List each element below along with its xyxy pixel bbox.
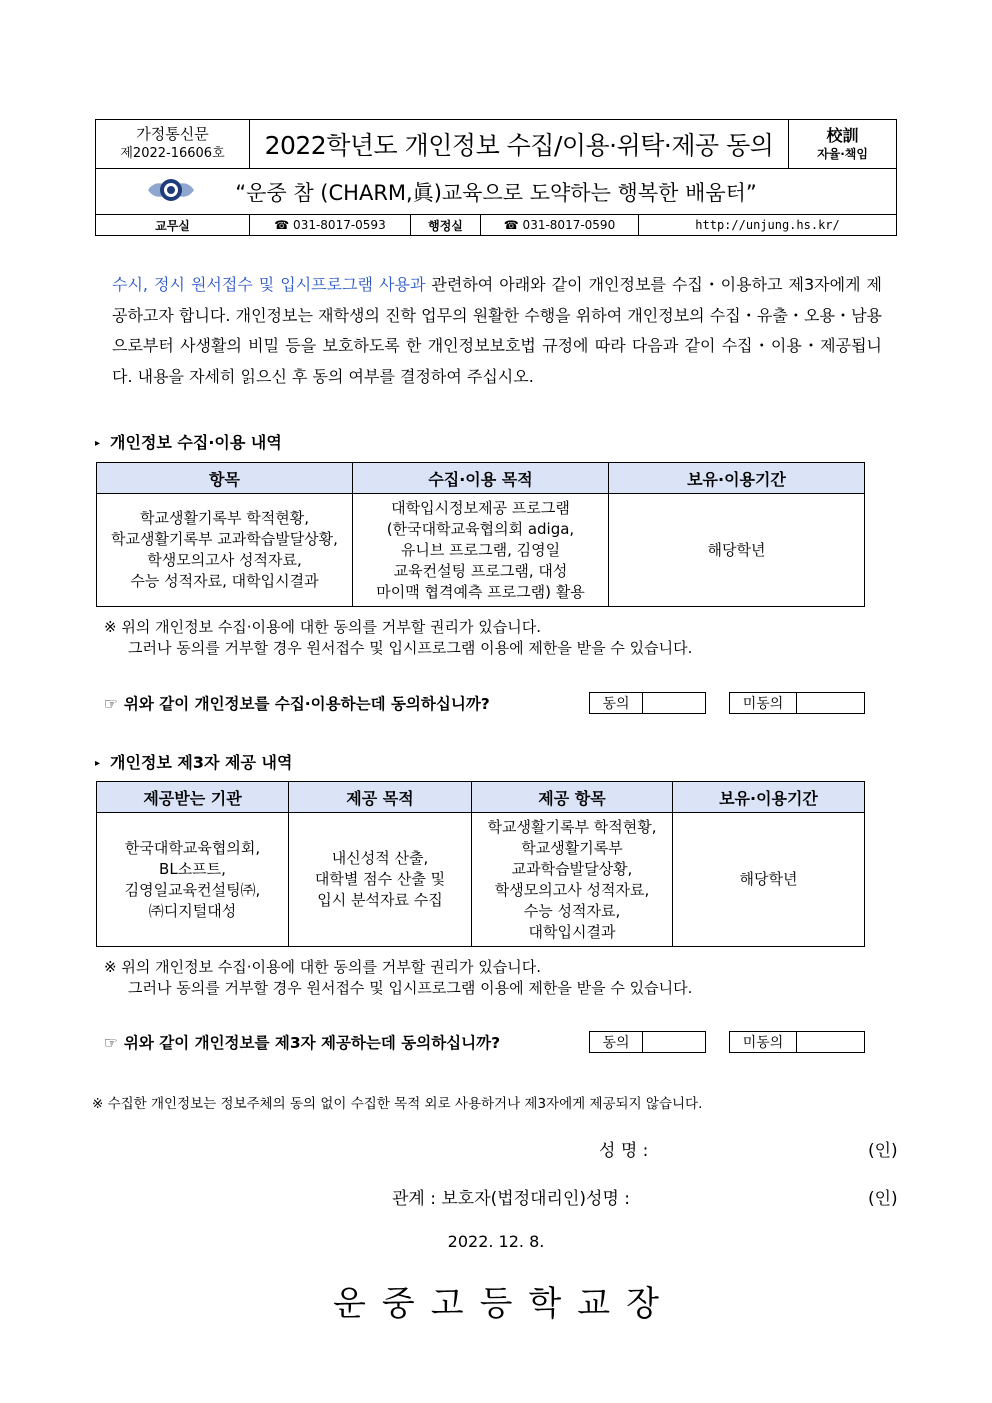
note-line: ※ 위의 개인정보 수집·이용에 대한 동의를 거부할 권리가 있습니다.	[104, 618, 541, 636]
table-cell: 해당학년	[673, 813, 865, 947]
issue-number: 제2022-16606호	[120, 146, 225, 161]
slogan-text: “운중 참 (CHARM,眞)교육으로 도약하는 행복한 배움터”	[235, 180, 757, 205]
collection-table	[96, 462, 865, 607]
office2-label: 행정실	[411, 215, 481, 236]
section1-question-text: 위와 같이 개인정보를 수집·이용하는데 동의하십니까?	[123, 695, 490, 713]
table-cell: 학교생활기록부 학적현황, 학교생활기록부 교과학습발달상황, 학생모의고사 성적자료, 수능 성적자료, 대학입시결과	[97, 494, 353, 607]
table-header: 보유·이용기간	[609, 463, 865, 494]
school-logo-icon	[146, 175, 196, 205]
office1-label: 교무실	[96, 215, 250, 236]
school-motto-cell	[789, 120, 897, 169]
newsletter-label-cell	[96, 120, 250, 169]
disagree-label: 미동의	[730, 1032, 797, 1052]
seal-mark: (인)	[868, 1141, 898, 1161]
table-header: 수집·이용 목적	[353, 463, 609, 494]
pointing-hand-icon: ☞	[104, 695, 118, 713]
newsletter-label: 가정통신문	[136, 125, 209, 143]
intro-highlight: 수시, 정시 원서접수 및 입시프로그램 사용과	[112, 275, 426, 294]
school-motto-value: 자율·책임	[817, 147, 868, 161]
newsletter-header	[95, 119, 897, 236]
seal-mark: (인)	[868, 1189, 898, 1209]
office1-phone: ☎ 031-8017-0593	[250, 215, 411, 236]
table-cell: 해당학년	[609, 494, 865, 607]
note-line: 그러나 동의를 거부할 경우 원서접수 및 입시프로그램 이용에 제한을 받을 수 있습니다.	[128, 979, 693, 997]
note-line: 그러나 동의를 거부할 경우 원서접수 및 입시프로그램 이용에 제한을 받을 수 있습니다.	[128, 639, 693, 657]
office2-phone: ☎ 031-8017-0590	[481, 215, 639, 236]
section2-title-text: 개인정보 제3자 제공 내역	[110, 753, 293, 772]
table-cell: 내신성적 산출, 대학별 점수 산출 및 입시 분석자료 수집	[289, 813, 472, 947]
note-line: ※ 위의 개인정보 수집·이용에 대한 동의를 거부할 권리가 있습니다.	[104, 958, 541, 976]
table-header: 항목	[97, 463, 353, 494]
section2-note	[104, 957, 692, 999]
intro-body: 관련하여 아래와 같이 개인정보를 수집・이용하고 제3자에게 제공하고자 합니다. 개인정보는 재학생의 진학 업무의 원활한 수행을 위하여 개인정보의 수집・유출・오용・남용으로부터 사생활의 비밀 등을 보호하도록 한 개인정보보호법 규정에 따라 다음과 같이 수집・이용・제공됩니다. 내용을 자세히 읽으신 후 동의 여부를 결정하여 주십시오.	[112, 275, 882, 386]
section1-agree-box[interactable]	[589, 692, 706, 714]
disagree-checkbox[interactable]	[797, 693, 864, 713]
section2-title	[95, 750, 292, 773]
disagree-label: 미동의	[730, 693, 797, 713]
table-header: 제공받는 기관	[97, 782, 289, 813]
principal-signature: 운중고등학교장	[333, 1284, 675, 1324]
section1-note	[104, 617, 692, 659]
agree-checkbox[interactable]	[643, 1032, 705, 1052]
section2-agree-box[interactable]	[589, 1031, 706, 1053]
guardian-relation-label: 관계 : 보호자(법정대리인)성명 :	[392, 1189, 630, 1209]
name-label: 성 명 :	[599, 1141, 649, 1161]
section2-question-text: 위와 같이 개인정보를 제3자 제공하는데 동의하십니까?	[123, 1034, 501, 1052]
table-cell: 한국대학교육협의회, BL소프트, 김영일교육컨설팅㈜, ㈜디지털대성	[97, 813, 289, 947]
agree-label: 동의	[590, 693, 643, 713]
slogan-row	[96, 169, 897, 215]
table-header: 제공 항목	[472, 782, 673, 813]
school-motto-title: 校訓	[826, 126, 859, 145]
section1-title-text: 개인정보 수집·이용 내역	[110, 433, 282, 452]
section1-disagree-box[interactable]	[729, 692, 865, 714]
section2-question	[104, 1031, 500, 1053]
section1-question	[104, 692, 490, 714]
section1-title	[95, 430, 282, 453]
footer-notice: ※ 수집한 개인정보는 정보주체의 동의 없이 수집한 목적 외로 사용하거나 제3자에게 제공되지 않습니다.	[92, 1096, 703, 1112]
agree-checkbox[interactable]	[643, 693, 705, 713]
school-url-link[interactable]: http://unjung.hs.kr/	[639, 215, 897, 236]
agree-label: 동의	[590, 1032, 643, 1052]
table-header: 보유·이용기간	[673, 782, 865, 813]
table-header: 제공 목적	[289, 782, 472, 813]
intro-paragraph	[112, 270, 882, 392]
third-party-table	[96, 781, 865, 947]
section2-disagree-box[interactable]	[729, 1031, 865, 1053]
section-marker-icon: ▸	[95, 438, 101, 449]
disagree-checkbox[interactable]	[797, 1032, 864, 1052]
table-cell: 학교생활기록부 학적현황, 학교생활기록부 교과학습발달상황, 학생모의고사 성적자료, 수능 성적자료, 대학입시결과	[472, 813, 673, 947]
issue-date: 2022. 12. 8.	[447, 1232, 545, 1251]
section-marker-icon: ▸	[95, 758, 101, 769]
pointing-hand-icon: ☞	[104, 1034, 118, 1052]
document-title: 2022학년도 개인정보 수집/이용·위탁·제공 동의	[250, 120, 789, 169]
table-cell: 대학입시정보제공 프로그램 (한국대학교육협의회 adiga, 유니브 프로그램, 김영일 교육컨설팅 프로그램, 대성 마이맥 협격예측 프로그램) 활용	[353, 494, 609, 607]
